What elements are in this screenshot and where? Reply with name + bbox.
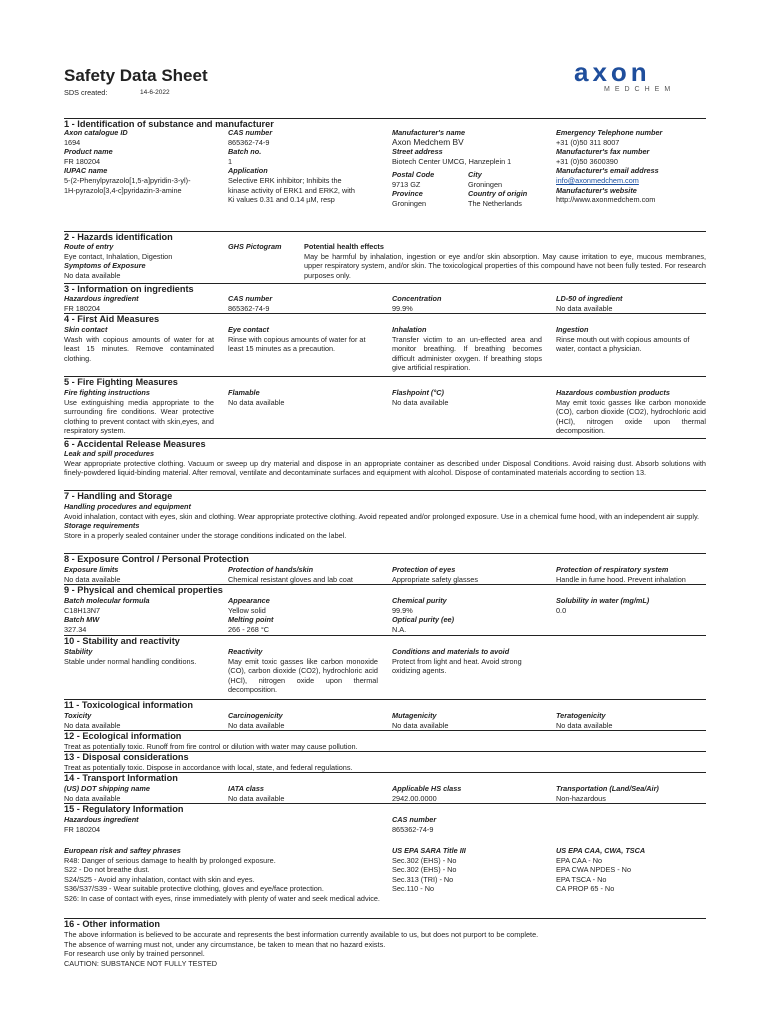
iata-value: No data available — [228, 793, 285, 803]
storage-label: Storage requirements — [64, 521, 140, 531]
s14-col2 — [228, 784, 284, 803]
teratogenicity-value: No data available — [556, 720, 613, 730]
dot-label: (US) DOT shipping name — [64, 784, 150, 793]
fax-value: +31 (0)50 3600390 — [556, 156, 618, 166]
street-value: Biotech Center UMCG, Hanzeplein 1 — [392, 156, 512, 166]
logo-main: axon — [574, 57, 651, 87]
ghs-label: GHS Pictogram — [228, 242, 282, 251]
section-10-heading: 10 - Stability and reactivity — [64, 635, 706, 647]
exposure-limits-value: No data available — [64, 574, 121, 584]
eyes-label: Protection of eyes — [392, 565, 456, 574]
symptoms-value: No data available — [64, 270, 121, 280]
effects-label: Potential health effects — [304, 242, 384, 251]
cas-label: CAS number — [228, 128, 273, 137]
hands-label: Protection of hands/skin — [228, 565, 314, 574]
batch-label: Batch no. — [228, 147, 262, 157]
application-label: Application — [228, 166, 268, 176]
manufacturer-value: Axon Medchem BV — [392, 136, 464, 147]
leak-label: Leak and spill procedures — [64, 449, 155, 458]
application-line-2: kinase activity of ERK1 and ERK2, with — [228, 185, 355, 195]
logo-sub: MEDCHEM — [604, 86, 676, 93]
iupac-value-1: 5-(2-Phenylpyrazolo[1,5-a]pyridin-3-yl)- — [64, 175, 191, 185]
s8-col1 — [64, 565, 120, 584]
caa-item: EPA TSCA - No — [556, 874, 607, 884]
manufacturer-label: Manufacturer's name — [392, 128, 466, 137]
teratogenicity-label: Teratogenicity — [556, 711, 606, 720]
s9-col3 — [392, 596, 454, 634]
s9-col1 — [64, 596, 150, 634]
route-value: Eye contact, Inhalation, Digestion — [64, 251, 173, 261]
section-14-heading: 14 - Transport Information — [64, 772, 706, 784]
city-label: City — [468, 170, 482, 179]
s8-col3 — [392, 565, 478, 584]
s14-col4 — [556, 784, 659, 803]
s5-col3 — [392, 388, 448, 407]
email-link[interactable]: info@axonmedchem.com — [556, 175, 639, 185]
section-11-heading: 11 - Toxicological information — [64, 699, 706, 711]
purity-label: Chemical purity — [392, 596, 447, 605]
s3-haz-value: FR 180204 — [64, 303, 101, 313]
other-info-line: The absence of warning must not, under any circumstance, be taken to mean that no hazard exists. — [64, 939, 386, 949]
flamable-value: No data available — [228, 397, 285, 407]
s6-body — [64, 449, 706, 478]
respiratory-label: Protection of respiratory system — [556, 565, 669, 574]
website-value: http://www.axonmedchem.com — [556, 195, 656, 205]
melting-value: 266 - 268 °C — [228, 624, 270, 634]
section-13-heading: 13 - Disposal considerations — [64, 751, 706, 763]
transport-value: Non-hazardous — [556, 793, 606, 803]
eu-phrases-label: European risk and saftey phrases — [64, 846, 181, 855]
caa-item: EPA CAA - No — [556, 855, 603, 865]
mutagenicity-value: No data available — [392, 720, 449, 730]
s15-sara — [392, 846, 466, 894]
section-5-heading: 5 - Fire Fighting Measures — [64, 376, 706, 388]
s4-col2 — [228, 325, 380, 354]
s14-col3 — [392, 784, 461, 803]
respiratory-value: Handle in fume hood. Prevent inhalation — [556, 574, 686, 584]
fire-inst-label: Fire fighting instructions — [64, 388, 150, 397]
s3-col1 — [64, 294, 139, 313]
s15-caa — [556, 846, 645, 894]
section-9-heading: 9 - Physical and chemical properties — [64, 584, 706, 596]
batch-value: 1 — [228, 156, 233, 166]
dot-value: No data available — [64, 793, 121, 803]
appearance-value: Yellow solid — [228, 605, 266, 615]
s15-cas-label: CAS number — [392, 815, 437, 824]
caa-label: US EPA CAA, CWA, TSCA — [556, 846, 646, 855]
conc-label: Concentration — [392, 294, 442, 303]
postal-label: Postal Code — [392, 170, 435, 179]
hands-value: Chemical resistant gloves and lab coat — [228, 574, 353, 584]
s3-haz-label: Hazardous ingredient — [64, 294, 139, 303]
skin-label: Skin contact — [64, 325, 108, 334]
formula-label: Batch molecular formula — [64, 596, 150, 605]
s15-cas-value: 865362-74-9 — [392, 824, 434, 834]
application-line-3: Ki values 0.31 and 0.14 µM, resp — [228, 195, 335, 205]
province-value: Groningen — [392, 198, 427, 208]
section-4-heading: 4 - First Aid Measures — [64, 313, 706, 325]
inhalation-label: Inhalation — [392, 325, 427, 334]
flamable-label: Flamable — [228, 388, 260, 397]
section-6-heading: 6 - Accidental Release Measures — [64, 438, 706, 450]
s15-eu — [64, 846, 380, 904]
s3-col3 — [392, 294, 441, 313]
section-8-heading: 8 - Exposure Control / Personal Protection — [64, 553, 706, 565]
s10-col3 — [392, 647, 542, 676]
s9-col2 — [228, 596, 273, 634]
s5-col4 — [556, 388, 706, 436]
s8-col4 — [556, 565, 686, 584]
s10-col1 — [64, 647, 196, 666]
cat-value: 1694 — [64, 137, 81, 147]
city-value: Groningen — [468, 179, 503, 189]
toxicity-label: Toxicity — [64, 711, 92, 720]
formula-value: C18H13N7 — [64, 605, 101, 615]
s8-col2 — [228, 565, 353, 584]
mw-label: Batch MW — [64, 615, 100, 625]
s4-col1 — [64, 325, 214, 363]
other-info-line: CAUTION: SUBSTANCE NOT FULLY TESTED — [64, 958, 217, 968]
sara-item: Sec.313 (TRI) - No — [392, 874, 454, 884]
optical-purity-label: Optical purity (ee) — [392, 615, 455, 625]
iupac-value-2: 1H-pyrazolo[3,4-c]pyridazin-3-amine — [64, 185, 182, 195]
s7-body — [64, 502, 706, 540]
eu-phrase: S36/S37/S39 - Wear suitable protective clothing, gloves and eye/face protection. — [64, 884, 324, 894]
conc-value: 99.9% — [392, 303, 413, 313]
sds-created-label: SDS created: — [64, 88, 108, 97]
flashpoint-value: No data available — [392, 397, 449, 407]
s5-col1 — [64, 388, 214, 436]
postal-block — [392, 170, 434, 208]
handling-label: Handling procedures and equipment — [64, 502, 191, 511]
website-label: Manufacturer's website — [556, 185, 637, 195]
transport-label: Transportation (Land/Sea/Air) — [556, 784, 659, 793]
s15-haz — [64, 815, 139, 834]
s2-col1 — [64, 242, 172, 280]
carcinogenicity-label: Carcinogenicity — [228, 711, 283, 720]
ecological-text: Treat as potentially toxic. Runoff from fire control or dilution with water may cause pollution. — [64, 742, 358, 751]
combustion-value: May emit toxic gasses like carbon monoxide (CO), carbon dioxide (CO2), hydrochloric acid (HCl), nitrogen oxide upon thermal decomposition. — [556, 397, 706, 436]
route-label: Route of entry — [64, 242, 114, 251]
s15-haz-label: Hazardous ingredient — [64, 815, 139, 824]
s1-col2 — [228, 128, 355, 205]
disposal-text: Treat as potentially toxic. Dispose in accordance with local, state, and federal regulations. — [64, 763, 353, 772]
section-2-heading: 2 - Hazards identification — [64, 231, 706, 243]
country-label: Country of origin — [468, 189, 528, 199]
ingestion-value: Rinse mouth out with copious amounts of water, contact a physician. — [556, 334, 690, 354]
eu-phrase: S24/S25 - Avoid any inhalation, contact with skin and eyes. — [64, 874, 255, 884]
iata-label: IATA class — [228, 784, 264, 793]
skin-value: Wash with copious amounts of water for at least 15 minutes. Remove contaminated clothing. — [64, 334, 214, 363]
other-info-line: For research use only by trained personnel. — [64, 949, 205, 959]
page-title: Safety Data Sheet — [64, 66, 208, 85]
s11-col3 — [392, 711, 448, 730]
province-label: Province — [392, 189, 423, 199]
s4-col4 — [556, 325, 706, 354]
stability-label: Stability — [64, 647, 93, 656]
combustion-label: Hazardous combustion products — [556, 388, 670, 397]
street-label: Street address — [392, 147, 443, 157]
conditions-value: Protect from light and heat. Avoid strong oxidizing agents. — [392, 656, 522, 676]
s1-col4 — [556, 128, 662, 205]
hs-label: Applicable HS class — [392, 784, 462, 793]
emergency-value: +31 (0)50 311 8007 — [556, 137, 620, 147]
solubility-value: 0.0 — [556, 605, 567, 615]
s4-col3 — [392, 325, 542, 373]
s10-col2 — [228, 647, 378, 695]
s11-col2 — [228, 711, 284, 730]
sds-created-date: 14-6-2022 — [140, 89, 170, 96]
mw-value: 327.34 — [64, 624, 87, 634]
eu-phrase: R48: Danger of serious damage to health by prolonged exposure. — [64, 855, 276, 865]
ld50-value: No data available — [556, 303, 613, 313]
reactivity-label: Reactivity — [228, 647, 263, 656]
section-7-heading: 7 - Handling and Storage — [64, 490, 706, 502]
exposure-limits-label: Exposure limits — [64, 565, 119, 574]
s15-haz-value: FR 180204 — [64, 824, 101, 834]
prod-value: FR 180204 — [64, 156, 101, 166]
appearance-label: Appearance — [228, 596, 270, 605]
eye-value: Rinse with copious amounts of water for at least 15 minutes as a precaution. — [228, 334, 366, 354]
s16-body — [64, 930, 538, 968]
section-3-heading: 3 - Information on ingredients — [64, 283, 706, 295]
section-1-heading: 1 - Identification of substance and manufacturer — [64, 118, 706, 130]
conditions-label: Conditions and materials to avoid — [392, 647, 510, 656]
s3-cas-value: 865362-74-9 — [228, 303, 270, 313]
city-block — [468, 170, 527, 208]
s3-col4 — [556, 294, 622, 313]
section-16-heading: 16 - Other information — [64, 918, 706, 930]
storage-value: Store in a properly sealed container under the storage conditions indicated on the label. — [64, 530, 347, 540]
eu-phrase: S22 - Do not breathe dust. — [64, 865, 150, 875]
reactivity-value: May emit toxic gasses like carbon monoxide (CO), carbon dioxide (CO2), hydrochloric acid (HCl), nitrogen oxide upon thermal decomposition. — [228, 656, 378, 695]
eye-label: Eye contact — [228, 325, 269, 334]
application-line-1: Selective ERK inhibitor; Inhibits the — [228, 175, 342, 185]
caa-item: CA PROP 65 - No — [556, 884, 615, 894]
s2-effects — [304, 242, 706, 280]
ld50-label: LD-50 of ingredient — [556, 294, 623, 303]
axon-logo — [574, 58, 704, 100]
fire-inst-value: Use extinguishing media appropriate to the surrounding fire conditions. Wear protective clothing to prevent contact with skin,eyes, and respiratory system. — [64, 397, 214, 436]
solubility-label: Solubility in water (mg/mL) — [556, 596, 650, 605]
leak-value: Wear appropriate protective clothing. Vacuum or sweep up dry material and dispose in an appropriate container as described under Disposal Conditions. Avoid raising dust. Absorb solutions with finely-powdered liquid-binding material. After removal, ventilate and decontaminate surfaces and equipment with alcohol. Dispose of contaminated materials according to section 13. — [64, 458, 706, 478]
s11-col1 — [64, 711, 120, 730]
s1-col1 — [64, 128, 191, 195]
flashpoint-label: Flashpoint (°C) — [392, 388, 444, 397]
carcinogenicity-value: No data available — [228, 720, 285, 730]
inhalation-value: Transfer victim to an un-effected area and monitor breathing. If breathing becomes difficult administer oxygen. If breathing stops give artificial respiration. — [392, 334, 542, 373]
cat-label: Axon catalogue ID — [64, 128, 128, 137]
sara-label: US EPA SARA Title III — [392, 846, 466, 855]
s5-col2 — [228, 388, 284, 407]
s15-cas — [392, 815, 436, 834]
handling-value: Avoid inhalation, contact with eyes, skin and clothing. Wear appropriate protective clothing. Avoid repeated and/or prolonged exposure. Use in a chemical fume hood, with an independent air supply. — [64, 511, 700, 521]
sara-item: Sec.302 (EHS) - No — [392, 865, 457, 875]
cas-value: 865362-74-9 — [228, 137, 270, 147]
eyes-value: Appropriate safety glasses — [392, 574, 478, 584]
hs-value: 2942.00.0000 — [392, 793, 437, 803]
eu-phrase: S26: In case of contact with eyes, rinse immediately with plenty of water and seek medical advice. — [64, 893, 380, 903]
mutagenicity-label: Mutagenicity — [392, 711, 437, 720]
s14-col1 — [64, 784, 150, 803]
sara-item: Sec.302 (EHS) - No — [392, 855, 457, 865]
caa-item: EPA CWA NPDES - No — [556, 865, 632, 875]
postal-value: 9713 GZ — [392, 179, 421, 189]
s11-col4 — [556, 711, 612, 730]
section-15-heading: 15 - Regulatory Information — [64, 803, 706, 815]
country-value: The Netherlands — [468, 198, 522, 208]
s3-cas-label: CAS number — [228, 294, 273, 303]
email-label: Manufacturer's email address — [556, 166, 659, 176]
iupac-label: IUPAC name — [64, 166, 108, 176]
toxicity-value: No data available — [64, 720, 121, 730]
other-info-line: The above information is believed to be accurate and represents the best information currently available to us, but does not purport to be complete. — [64, 930, 539, 939]
purity-value: 99.9% — [392, 605, 413, 615]
section-12-heading: 12 - Ecological information — [64, 730, 706, 742]
s3-col2 — [228, 294, 272, 313]
prod-label: Product name — [64, 147, 113, 157]
fax-label: Manufacturer's fax number — [556, 147, 650, 157]
s1-col3 — [392, 128, 511, 166]
optical-purity-value: N.A. — [392, 624, 407, 634]
s9-col4 — [556, 596, 649, 615]
melting-label: Melting point — [228, 615, 274, 625]
sara-item: Sec.110 - No — [392, 884, 435, 894]
emergency-label: Emergency Telephone number — [556, 128, 663, 137]
ingestion-label: Ingestion — [556, 325, 589, 334]
effects-value: May be harmful by inhalation, ingestion or eye and/or skin absorption. May cause irritation to eye, mucous membranes, upper respiratory system, and/or skin. The toxicological properties of this compound have not been fully tested. For research purposes only. — [304, 251, 706, 280]
stability-value: Stable under normal handling conditions. — [64, 656, 197, 666]
symptoms-label: Symptoms of Exposure — [64, 261, 146, 271]
